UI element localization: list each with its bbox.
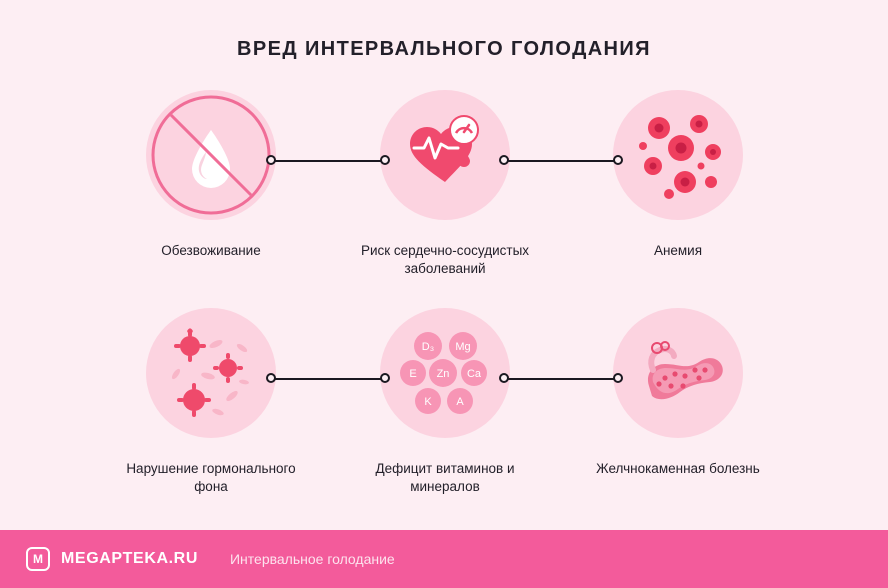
blood-cells-icon xyxy=(613,90,743,220)
connector-dot-right xyxy=(613,373,623,383)
svg-text:A: A xyxy=(456,396,464,408)
svg-text:E: E xyxy=(409,368,417,380)
node-cardiovascular-risk[interactable] xyxy=(345,90,545,278)
node-hormonal-disorder[interactable] xyxy=(111,308,311,496)
node-gallstone-disease[interactable] xyxy=(578,308,778,478)
connector-cardio-to-anemia xyxy=(499,155,623,167)
node-anemia[interactable] xyxy=(578,90,778,260)
node-cardiovascular-caption: Риск сердечно-сосудистых заболеваний xyxy=(360,243,530,276)
diagram-row-top xyxy=(0,90,888,290)
node-gallstone-circle xyxy=(613,308,743,438)
heart-with-pressure-gauge-icon xyxy=(380,90,510,220)
footer-bar xyxy=(0,530,888,588)
svg-text:Mg: Mg xyxy=(455,341,471,353)
svg-text:Ca: Ca xyxy=(466,368,482,380)
vitamins-minerals-icon xyxy=(380,308,510,438)
megapteka-logo-icon xyxy=(26,547,50,571)
connector-line xyxy=(272,378,384,380)
svg-text:Zn: Zn xyxy=(436,368,450,380)
connector-dot-right xyxy=(613,155,623,165)
hormone-cells-icon xyxy=(146,308,276,438)
node-hormonal-circle xyxy=(146,308,276,438)
connector-dot-right xyxy=(380,155,390,165)
node-hormonal-caption: Нарушение гормонального фона xyxy=(126,461,296,494)
node-vitamin-caption: Дефицит витаминов и минералов xyxy=(375,461,515,494)
connector-line xyxy=(505,160,617,162)
node-vitamin-circle xyxy=(380,308,510,438)
node-anemia-caption: Анемия xyxy=(653,243,703,258)
connector-hormonal-to-vitamins xyxy=(266,373,390,385)
footer-brand-name[interactable]: MEGAPTEKA.RU xyxy=(61,550,198,567)
node-vitamin-deficiency[interactable] xyxy=(345,308,545,496)
node-dehydration[interactable] xyxy=(111,90,311,260)
connector-dot-right xyxy=(380,373,390,383)
page-title: ВРЕД ИНТЕРВАЛЬНОГО ГОЛОДАНИЯ xyxy=(237,38,651,60)
connector-dot-left xyxy=(266,155,276,165)
water-drop-prohibited-icon xyxy=(146,90,276,220)
connector-line xyxy=(505,378,617,380)
node-anemia-circle xyxy=(613,90,743,220)
footer-subtitle: Интервальное голодание xyxy=(229,551,395,567)
pancreas-gallbladder-icon xyxy=(613,308,743,438)
node-dehydration-circle xyxy=(146,90,276,220)
connector-vitamins-to-gallstone xyxy=(499,373,623,385)
connector-dot-left xyxy=(499,373,509,383)
connector-dot-left xyxy=(499,155,509,165)
node-gallstone-caption: Желчнокаменная болезнь xyxy=(596,461,760,476)
node-cardiovascular-circle xyxy=(380,90,510,220)
svg-text:K: K xyxy=(424,396,432,408)
connector-line xyxy=(272,160,384,162)
node-dehydration-caption: Обезвоживание xyxy=(161,243,261,258)
diagram-row-bottom xyxy=(0,308,888,508)
connector-dot-left xyxy=(266,373,276,383)
svg-text:D₃: D₃ xyxy=(421,341,435,353)
connector-dehydration-to-cardio xyxy=(266,155,390,167)
